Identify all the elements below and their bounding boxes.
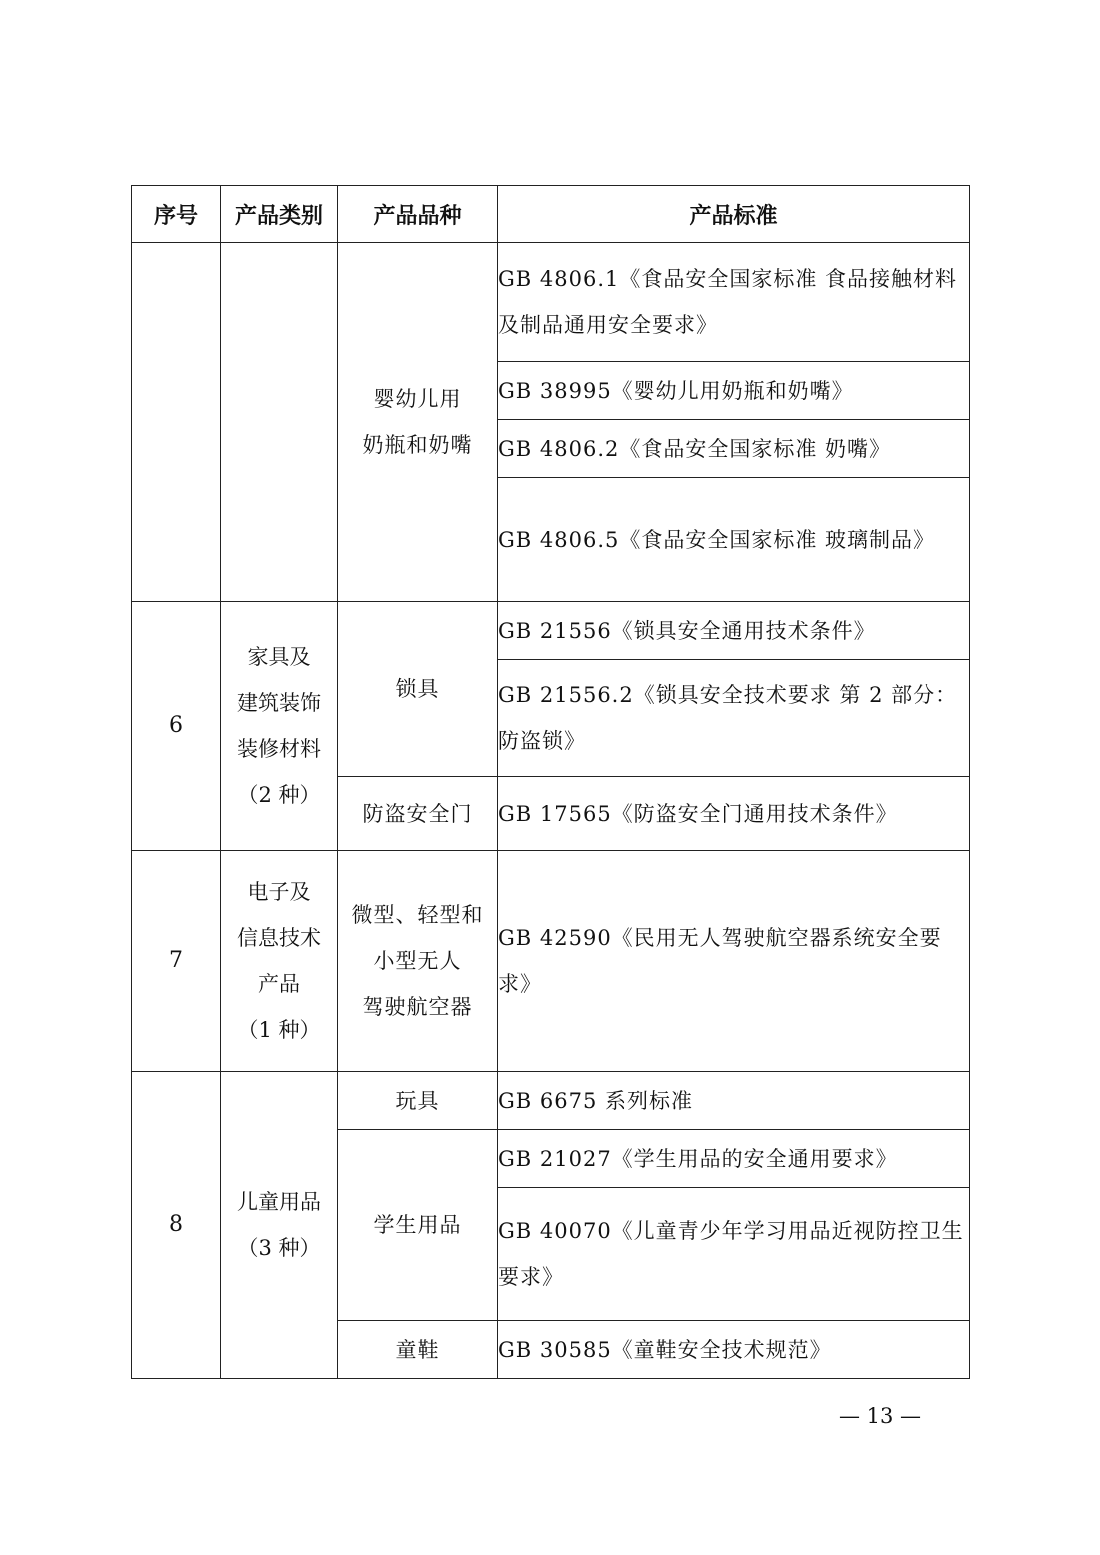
variety-cell: 防盗安全门 [338, 777, 498, 851]
header-category: 产品类别 [221, 186, 338, 243]
category-cell: 电子及 信息技术 产品 （1 种） [221, 851, 338, 1072]
standard-cell: GB 21556《锁具安全通用技术条件》 [498, 602, 970, 660]
serial-cell: 7 [132, 851, 221, 1072]
header-variety: 产品品种 [338, 186, 498, 243]
variety-cell: 玩具 [338, 1072, 498, 1130]
table-header-row [132, 186, 970, 243]
category-cell: 儿童用品 （3 种） [221, 1072, 338, 1379]
serial-cell: 6 [132, 602, 221, 851]
serial-cell [132, 243, 221, 602]
table-row [132, 243, 970, 362]
standard-cell: GB 21027《学生用品的安全通用要求》 [498, 1130, 970, 1188]
variety-cell: 微型、轻型和 小型无人 驾驶航空器 [338, 851, 498, 1072]
variety-cell: 童鞋 [338, 1321, 498, 1379]
header-standard: 产品标准 [498, 186, 970, 243]
standards-table [131, 185, 970, 1379]
table-row [132, 1072, 970, 1130]
table-row [132, 602, 970, 660]
variety-cell: 学生用品 [338, 1130, 498, 1321]
category-cell: 家具及 建筑装饰 装修材料 （2 种） [221, 602, 338, 851]
variety-cell: 婴幼儿用 奶瓶和奶嘴 [338, 243, 498, 602]
standard-cell: GB 21556.2《锁具安全技术要求 第 2 部分：防盗锁》 [498, 660, 970, 777]
standard-cell: GB 17565《防盗安全门通用技术条件》 [498, 777, 970, 851]
standard-cell: GB 6675 系列标准 [498, 1072, 970, 1130]
table-row [132, 851, 970, 1072]
variety-cell: 锁具 [338, 602, 498, 777]
header-serial: 序号 [132, 186, 221, 243]
standard-cell: GB 30585《童鞋安全技术规范》 [498, 1321, 970, 1379]
standard-cell: GB 4806.5《食品安全国家标准 玻璃制品》 [498, 478, 970, 602]
category-cell [221, 243, 338, 602]
page-number: — 13 — [838, 1404, 922, 1428]
serial-cell: 8 [132, 1072, 221, 1379]
standard-cell: GB 38995《婴幼儿用奶瓶和奶嘴》 [498, 362, 970, 420]
standard-cell: GB 4806.1《食品安全国家标准 食品接触材料及制品通用安全要求》 [498, 243, 970, 362]
standard-cell: GB 40070《儿童青少年学习用品近视防控卫生要求》 [498, 1188, 970, 1321]
standard-cell: GB 4806.2《食品安全国家标准 奶嘴》 [498, 420, 970, 478]
standard-cell: GB 42590《民用无人驾驶航空器系统安全要求》 [498, 851, 970, 1072]
